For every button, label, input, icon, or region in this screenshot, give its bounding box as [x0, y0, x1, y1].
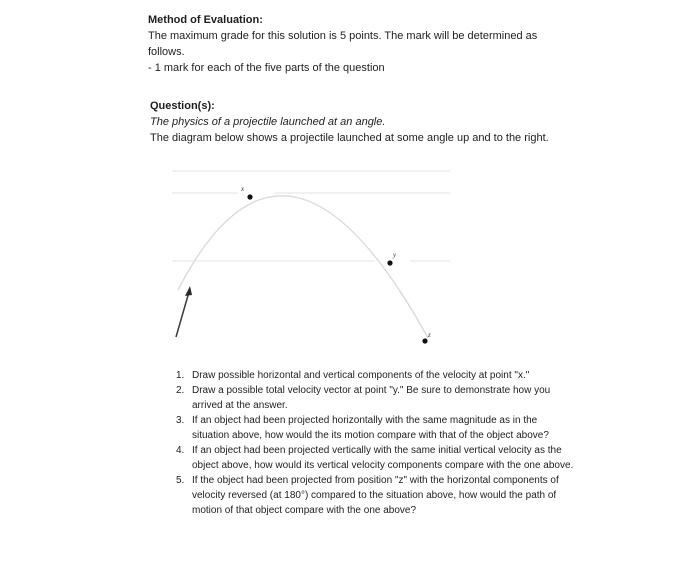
question-item-3: [176, 413, 576, 443]
question-item-4: [176, 443, 576, 473]
method-line-1: The maximum grade for this solution is 5 points. The mark will be determined as: [148, 30, 538, 42]
point-x-label: x: [241, 185, 245, 193]
method-heading: Method of Evaluation:: [148, 14, 263, 26]
question-number: 3.: [176, 415, 185, 426]
question-number: 2.: [176, 385, 185, 396]
question-item-1: [176, 368, 576, 383]
method-of-evaluation-section: [148, 12, 568, 76]
question-number: 1.: [176, 370, 185, 381]
question-item-5: [176, 473, 576, 518]
question-subtitle: The physics of a projectile launched at an angle.: [150, 116, 386, 128]
question-text: If the object had been projected from position "z" with the horizontal components of velocity reversed (at 180°) compared to the situation above, how would the path of motion of that object compare with the one above?: [192, 475, 559, 516]
question-heading: Question(s):: [150, 100, 215, 112]
point-y-label: y: [393, 251, 397, 259]
point-z-label: z: [428, 331, 431, 339]
question-text: If an object had been projected vertically with the same initial vertical velocity as the object above, how would its vertical velocity components compare with the one above.: [192, 445, 574, 471]
launch-arrowhead-icon: [185, 286, 192, 296]
point-y-dot: [387, 260, 392, 265]
projectile-diagram: [160, 160, 460, 360]
launch-velocity-line: [176, 292, 189, 337]
question-number: 5.: [176, 475, 185, 486]
method-line-2: follows.: [148, 46, 185, 58]
question-section: [150, 98, 570, 146]
point-x-dot: [247, 194, 252, 199]
question-description: The diagram below shows a projectile launched at some angle up and to the right.: [150, 132, 549, 144]
question-text: Draw a possible total velocity vector at point "y." Be sure to demonstrate how you arrived at the answer.: [192, 385, 551, 411]
question-text: If an object had been projected horizontally with the same magnitude as in the situation above, how would the its motion compare with that of the object above?: [192, 415, 549, 441]
question-text: Draw possible horizontal and vertical components of the velocity at point "x.": [192, 370, 530, 381]
question-number: 4.: [176, 445, 185, 456]
trajectory-path: [178, 196, 428, 338]
method-line-3: - 1 mark for each of the five parts of the question: [148, 62, 385, 74]
point-z-dot: [422, 338, 427, 343]
question-item-2: [176, 383, 576, 413]
question-list: [176, 368, 576, 518]
